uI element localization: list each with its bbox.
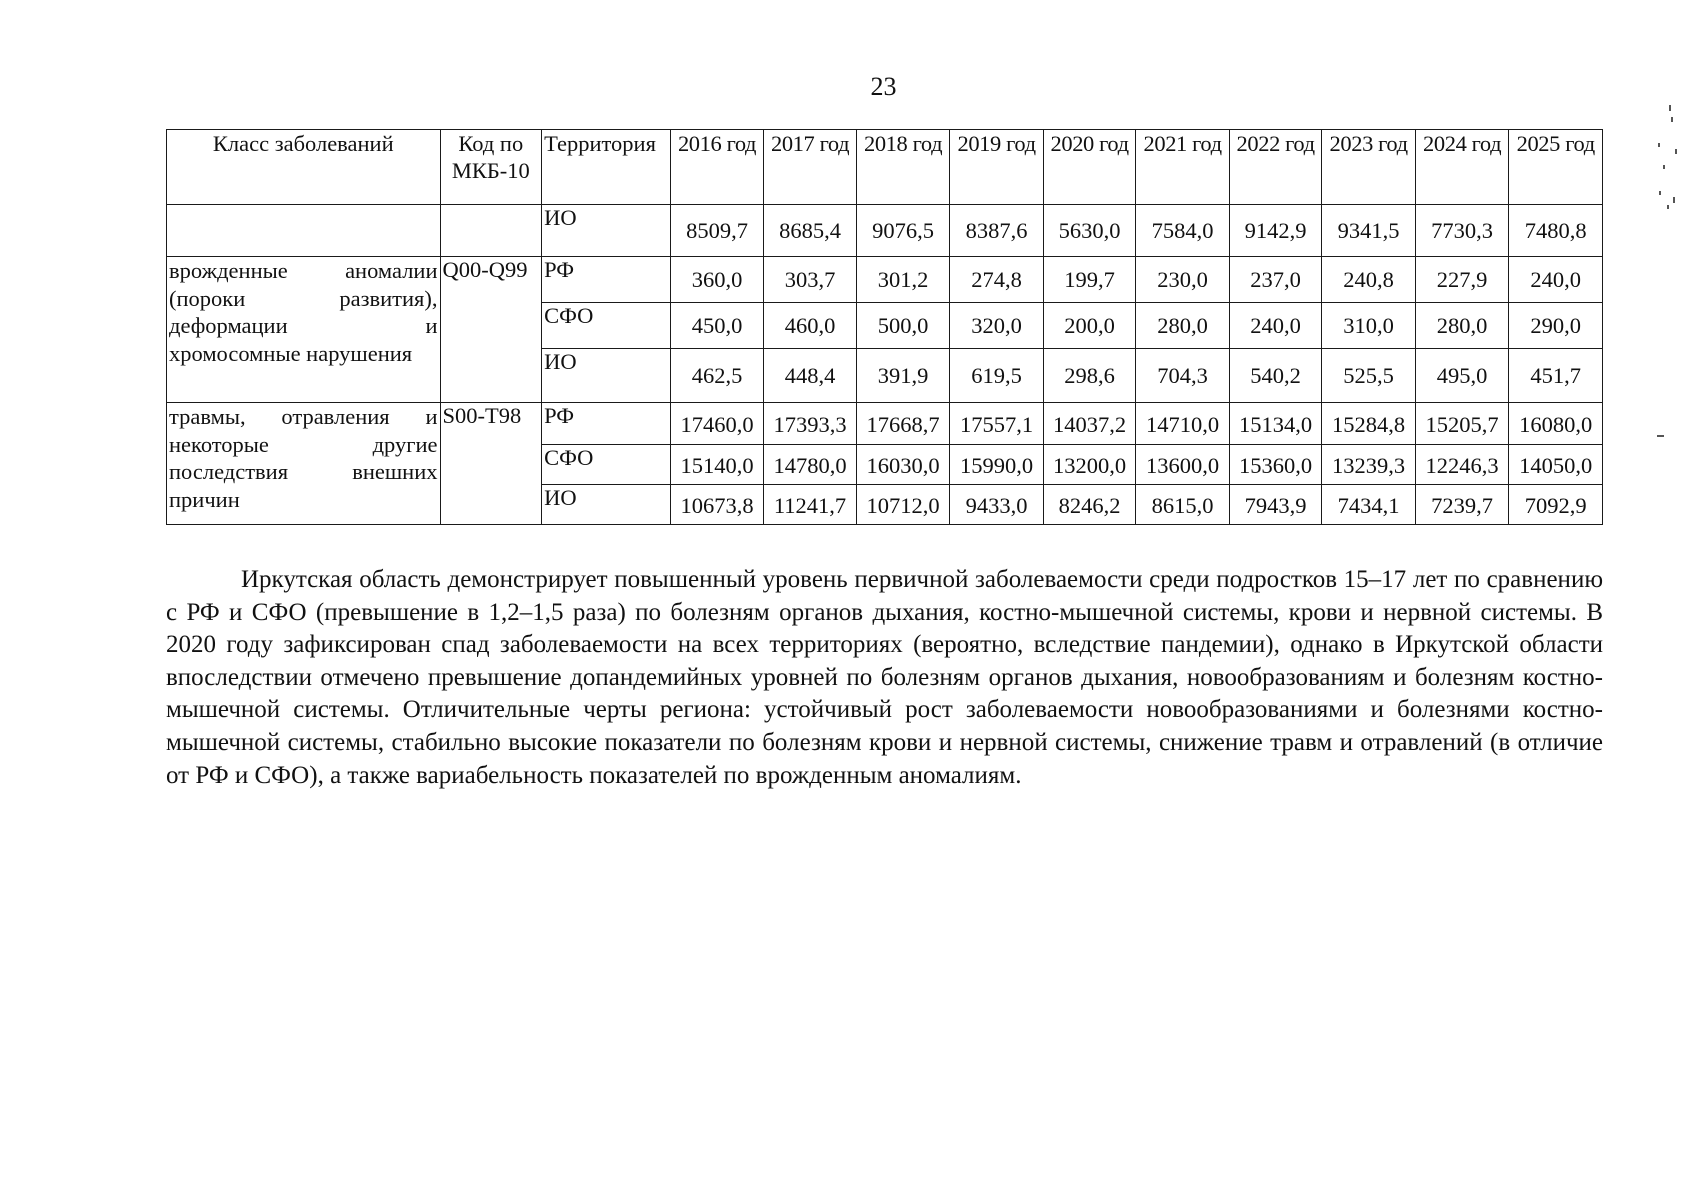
value-cell: 17393,3	[764, 403, 857, 445]
icd-code-cell: Q00-Q99	[440, 257, 542, 403]
header-year: 2022 год	[1229, 130, 1322, 205]
disease-class-cell	[167, 205, 441, 257]
value-cell: 9433,0	[950, 485, 1044, 525]
value-cell: 7480,8	[1509, 205, 1603, 257]
disease-class-line: причин	[169, 486, 240, 512]
territory-cell: ИО	[542, 349, 671, 403]
value-cell: 7730,3	[1415, 205, 1509, 257]
value-cell: 5630,0	[1043, 205, 1136, 257]
value-cell: 10712,0	[856, 485, 950, 525]
value-cell: 7943,9	[1229, 485, 1322, 525]
territory-cell: СФО	[542, 303, 671, 349]
header-year: 2021 год	[1136, 130, 1230, 205]
territory-cell: ИО	[542, 485, 671, 525]
value-cell: 290,0	[1509, 303, 1603, 349]
value-cell: 451,7	[1509, 349, 1603, 403]
value-cell: 240,0	[1509, 257, 1603, 303]
header-class: Класс заболеваний	[167, 130, 441, 205]
header-code	[440, 130, 542, 205]
value-cell: 13200,0	[1043, 445, 1136, 485]
disease-class-line: врожденные аномалии	[169, 258, 438, 283]
header-territory: Территория	[542, 130, 671, 205]
value-cell: 14037,2	[1043, 403, 1136, 445]
disease-class-line: (пороки развития),	[169, 285, 438, 311]
disease-class-cell	[167, 257, 441, 403]
value-cell: 7092,9	[1509, 485, 1603, 525]
header-year: 2018 год	[856, 130, 950, 205]
value-cell: 7584,0	[1136, 205, 1230, 257]
value-cell: 7239,7	[1415, 485, 1509, 525]
header-year: 2019 год	[950, 130, 1044, 205]
morbidity-table	[166, 129, 1603, 525]
territory-cell: СФО	[542, 445, 671, 485]
value-cell: 8685,4	[764, 205, 857, 257]
table-header-row	[167, 130, 1603, 205]
header-year: 2016 год	[670, 130, 764, 205]
value-cell: 15360,0	[1229, 445, 1322, 485]
header-code-line2: МКБ-10	[451, 158, 530, 183]
value-cell: 13239,3	[1322, 445, 1416, 485]
header-year: 2024 год	[1415, 130, 1509, 205]
icd-code-cell	[440, 205, 542, 257]
value-cell: 17460,0	[670, 403, 764, 445]
value-cell: 13600,0	[1136, 445, 1230, 485]
value-cell: 8387,6	[950, 205, 1044, 257]
value-cell: 11241,7	[764, 485, 857, 525]
value-cell: 15134,0	[1229, 403, 1322, 445]
value-cell: 8615,0	[1136, 485, 1230, 525]
value-cell: 298,6	[1043, 349, 1136, 403]
value-cell: 17668,7	[856, 403, 950, 445]
value-cell: 500,0	[856, 303, 950, 349]
value-cell: 8509,7	[670, 205, 764, 257]
territory-cell: РФ	[542, 257, 671, 303]
value-cell: 15990,0	[950, 445, 1044, 485]
value-cell: 227,9	[1415, 257, 1509, 303]
value-cell: 280,0	[1136, 303, 1230, 349]
value-cell: 448,4	[764, 349, 857, 403]
table-body	[167, 205, 1603, 525]
value-cell: 16080,0	[1509, 403, 1603, 445]
value-cell: 9142,9	[1229, 205, 1322, 257]
territory-cell: РФ	[542, 403, 671, 445]
table-row	[167, 257, 1603, 303]
value-cell: 9076,5	[856, 205, 950, 257]
disease-class-line: некоторые другие	[169, 431, 438, 457]
value-cell: 460,0	[764, 303, 857, 349]
value-cell: 303,7	[764, 257, 857, 303]
value-cell: 10673,8	[670, 485, 764, 525]
value-cell: 12246,3	[1415, 445, 1509, 485]
value-cell: 200,0	[1043, 303, 1136, 349]
value-cell: 230,0	[1136, 257, 1230, 303]
header-year: 2017 год	[764, 130, 857, 205]
value-cell: 704,3	[1136, 349, 1230, 403]
page-number: 23	[870, 72, 897, 101]
header-code-line1: Код по	[458, 131, 524, 156]
value-cell: 14050,0	[1509, 445, 1603, 485]
value-cell: 240,8	[1322, 257, 1416, 303]
value-cell: 15205,7	[1415, 403, 1509, 445]
disease-class-line: последствия внешних	[169, 459, 438, 484]
value-cell: 462,5	[670, 349, 764, 403]
table-row	[167, 205, 1603, 257]
disease-class-line: деформации и	[169, 313, 438, 338]
value-cell: 237,0	[1229, 257, 1322, 303]
value-cell: 16030,0	[856, 445, 950, 485]
value-cell: 360,0	[670, 257, 764, 303]
disease-class-cell	[167, 403, 441, 525]
value-cell: 240,0	[1229, 303, 1322, 349]
value-cell: 9341,5	[1322, 205, 1416, 257]
header-year: 2020 год	[1043, 130, 1136, 205]
value-cell: 525,5	[1322, 349, 1416, 403]
value-cell: 619,5	[950, 349, 1044, 403]
header-year: 2023 год	[1322, 130, 1416, 205]
value-cell: 391,9	[856, 349, 950, 403]
value-cell: 450,0	[670, 303, 764, 349]
territory-cell: ИО	[542, 205, 671, 257]
value-cell: 310,0	[1322, 303, 1416, 349]
header-year: 2025 год	[1509, 130, 1603, 205]
value-cell: 15284,8	[1322, 403, 1416, 445]
value-cell: 14710,0	[1136, 403, 1230, 445]
value-cell: 15140,0	[670, 445, 764, 485]
value-cell: 14780,0	[764, 445, 857, 485]
body-paragraph: Иркутская область демонстрирует повышенный уровень первичной заболеваемости среди подростков 15–17 лет по сравнению с РФ и СФО (превышение в 1,2–1,5 раза) по болезням органов дыхания, костно-мышечной системы, крови и нервной системы. В 2020 году зафиксирован спад заболеваемости на всех территориях (вероятно, вследствие пандемии), однако в Иркутской области впоследствии отмечено превышение допандемийных уровней по болезням органов дыхания, новообразованиям и болезням костно-мышечной системы. Отличительные черты региона: устойчивый рост заболеваемости новообразованиями и болезнями костно-мышечной системы, стабильно высокие показатели по болезням крови и нервной системы, снижение травм и отравлений (в отличие от РФ и СФО), а также вариабельность показателей по врожденным аномалиям.	[166, 566, 1603, 789]
value-cell: 199,7	[1043, 257, 1136, 303]
value-cell: 8246,2	[1043, 485, 1136, 525]
value-cell: 540,2	[1229, 349, 1322, 403]
table-row	[167, 403, 1603, 445]
value-cell: 320,0	[950, 303, 1044, 349]
value-cell: 17557,1	[950, 403, 1044, 445]
disease-class-line: травмы, отравления и	[169, 404, 438, 429]
icd-code-cell: S00-T98	[440, 403, 542, 525]
disease-class-line: хромосомные нарушения	[169, 340, 413, 366]
value-cell: 7434,1	[1322, 485, 1416, 525]
scan-margin-marks	[1655, 105, 1685, 445]
value-cell: 301,2	[856, 257, 950, 303]
value-cell: 274,8	[950, 257, 1044, 303]
value-cell: 280,0	[1415, 303, 1509, 349]
value-cell: 495,0	[1415, 349, 1509, 403]
